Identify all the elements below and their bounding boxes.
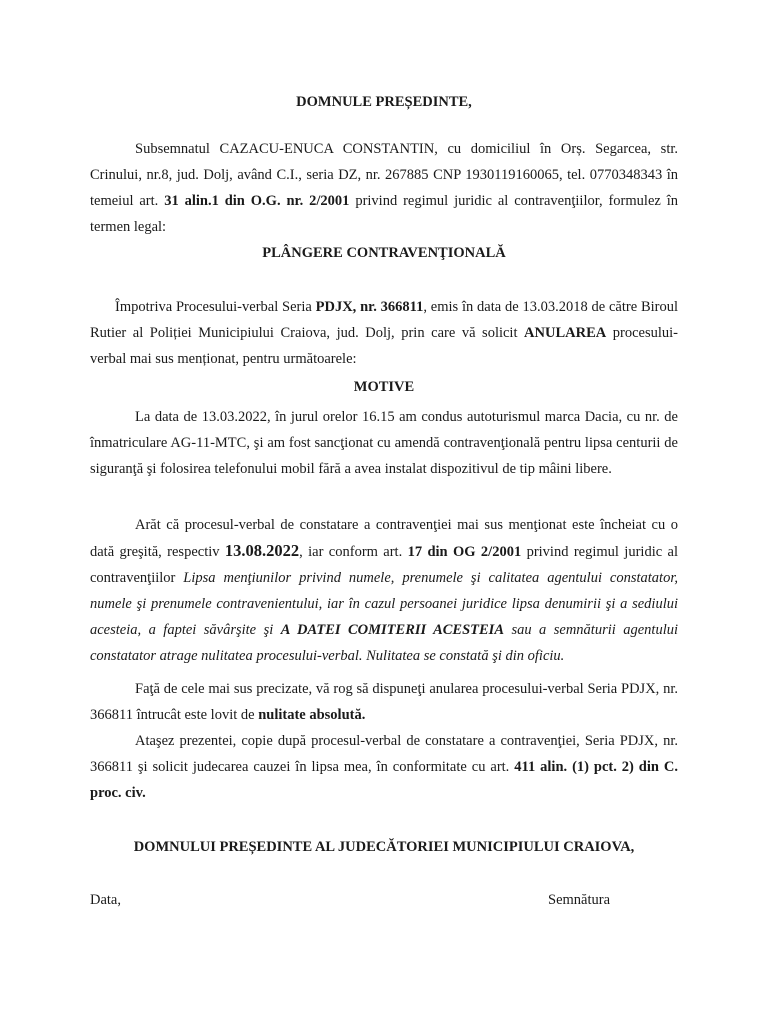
against-paragraph	[90, 294, 678, 372]
motive-paragraph-4	[90, 728, 678, 806]
heading: DOMNULE PREȘEDINTE,	[296, 94, 472, 110]
p2-quote-2: sau a semnăturii agentului constatator atrage nulitatea procesului-verbal. Nulitatea se constată şi din oficiu.	[90, 622, 679, 664]
annulment-word: ANULAREA	[524, 325, 607, 341]
motive-paragraph-2	[90, 512, 678, 669]
addressee: DOMNULUI PREȘEDINTE AL JUDECĂTORIEI MUNICIPIULUI CRAIOVA,	[133, 839, 635, 855]
against-text-1: Împotriva Procesului-verbal Seria	[115, 299, 316, 315]
intro-paragraph	[90, 136, 678, 240]
date-label: Data,	[90, 892, 121, 908]
p3-text: Faţă de cele mai sus precizate, vă rog să dispuneţi anularea procesului-verbal Seria PDJX, nr. 366811 întrucât este lovit de	[90, 681, 678, 723]
complaint-title: PLÂNGERE CONTRAVENŢIONALĂ	[262, 245, 506, 261]
motive-paragraph-3	[90, 676, 678, 728]
intro-text-1: Subsemnatul CAZACU-ENUCA CONSTANTIN, cu domiciliul în Orș. Segarcea, str. Crinului, nr.8, jud. Dolj, având C.I., seria DZ, nr. 267885 CNP 1930119160065, tel. 0770348343 în temeiul art.	[90, 141, 678, 209]
p3-bold: nulitate absolută.	[258, 707, 366, 723]
intro-article: 31 alin.1 din O.G. nr. 2/2001	[164, 193, 350, 209]
wrong-date: 13.08.2022	[224, 541, 300, 560]
against-text-2: , emis în data de 13.03.2018 de către Biroul Rutier al Poliției Municipiului Craiova, jud. Dolj, prin care vă solicit	[90, 299, 679, 341]
p2-quote-bold: A DATEI COMITERII ACESTEIA	[280, 622, 504, 638]
against-text-3: procesului-verbal mai sus menționat, pentru următoarele:	[90, 325, 678, 367]
motive-paragraph-1: La data de 13.03.2022, în jurul orelor 16.15 am condus autoturismul marca Dacia, cu nr. de înmatriculare AG-11-MTC, şi am fost sancţionat cu amendă contravenţională pentru lipsa centurii de siguranţă şi folosirea telefonului mobil fără a avea instalat dispozitivul de tip mâini libere.	[90, 409, 678, 477]
intro-text-2: privind regimul juridic al contravenţiilor, formulez în termen legal:	[90, 193, 678, 235]
pv-reference: PDJX, nr. 366811	[315, 299, 424, 315]
motives-title: MOTIVE	[353, 379, 415, 395]
p4-bold: 411 alin. (1) pct. 2) din C. proc. civ.	[90, 759, 678, 801]
p2-text-3: privind regimul juridic al contravenţiilor	[90, 544, 678, 586]
signature-label: Semnătura	[548, 892, 611, 908]
p2-quote-1: Lipsa menţiunilor privind numele, prenumele şi calitatea agentului constatator, numele şi prenumele contravenientului, iar în cazul persoanei juridice lipsa denumirii şi a sediului acesteia, a faptei săvârşite şi	[90, 570, 678, 638]
p2-text-1: Arăt că procesul-verbal de constatare a contravenţiei mai sus menţionat este încheiat cu o dată greşită, respectiv	[90, 517, 678, 560]
p2-article: 17 din OG 2/2001	[407, 544, 522, 560]
p4-text: Ataşez prezentei, copie după procesul-verbal de constatare a contravenţiei, Seria PDJX, nr. 366811 şi solicit judecarea cauzei în lipsa mea, în conformitate cu art.	[90, 733, 678, 775]
p2-text-2: , iar conform art.	[299, 544, 408, 560]
